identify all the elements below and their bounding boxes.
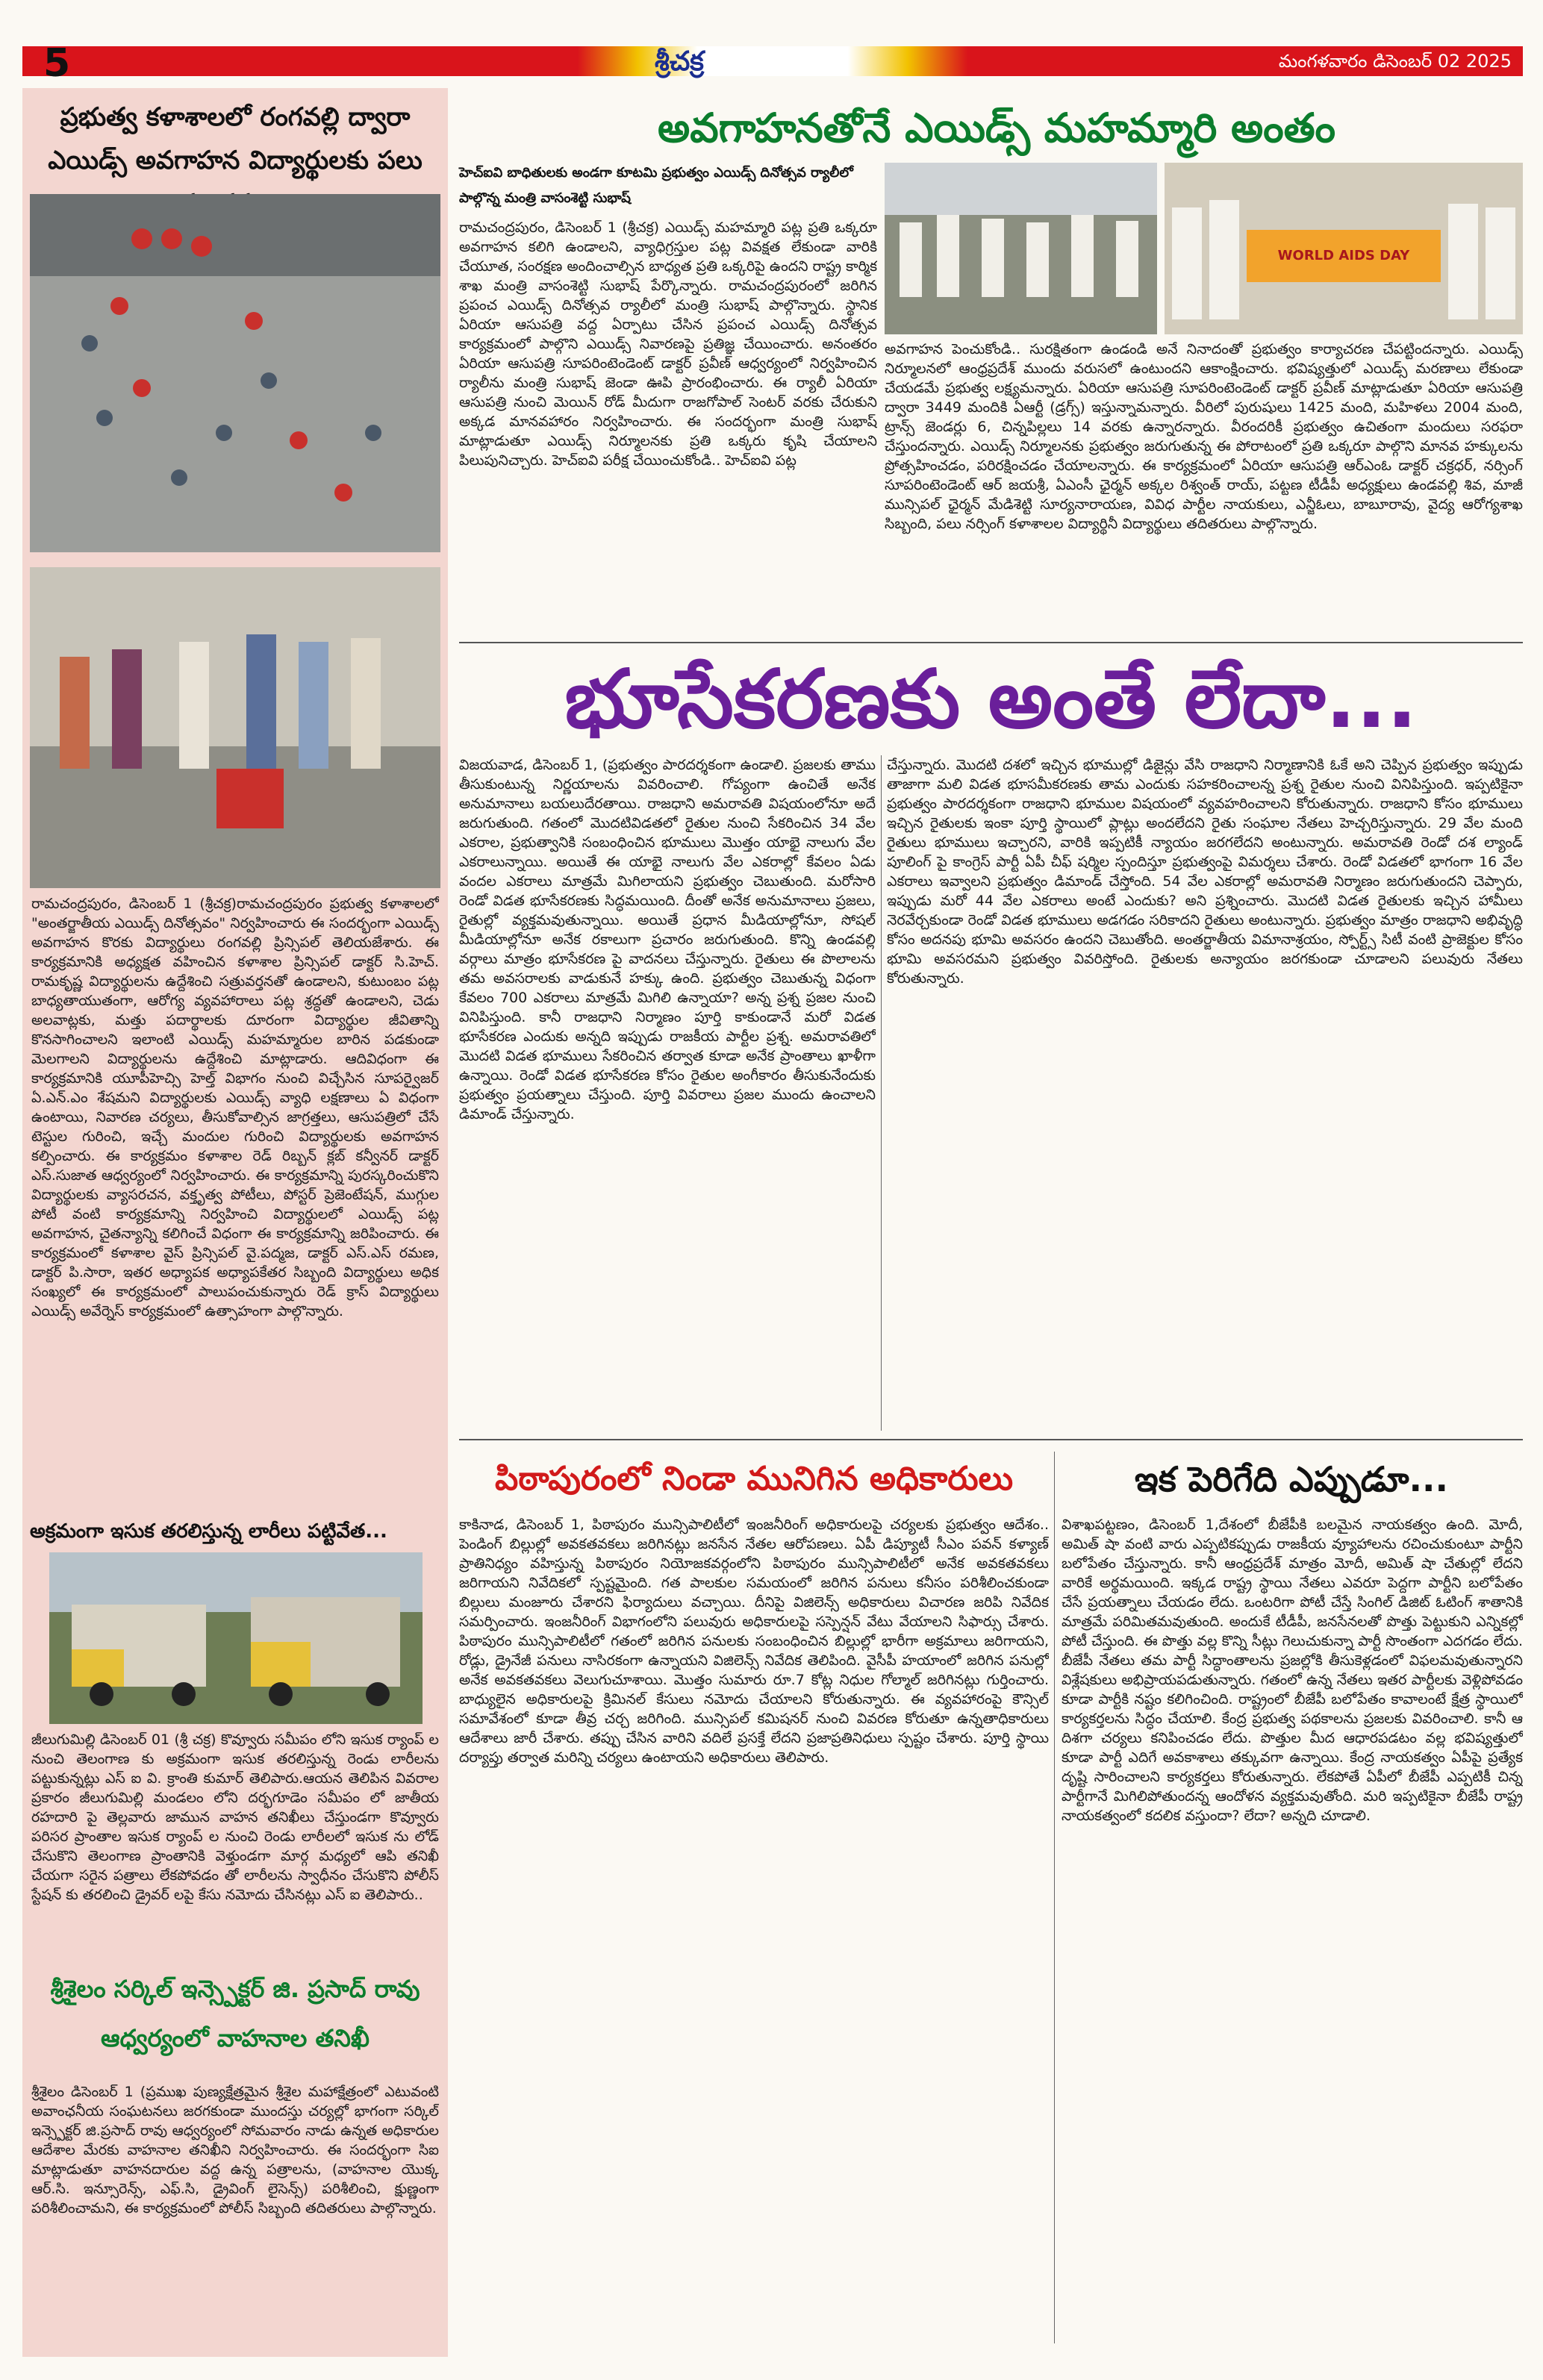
college-staff-photo bbox=[30, 567, 440, 888]
land-col-1: విజయవాడ, డిసెంబర్ 1, (ప్రభుత్వం పారదర్శకంగా ఉండాలి. ప్రజలకు తాము తీసుకుంటున్న నిర్ణయాలను వివరించాలి. గోప్యంగా ఉంచితే అనేక అనుమానాలు బయలుదేరతాయి. రాజధాని అమరావతి విషయంలోనూ అదే జరుగుతుంది. గతంలో మొదటివిడతలో రైతుల నుంచి సేకరించిన 34 వేల ఎకరాల, ప్రభుత్వానికి సంబంధించిన భూములు మొత్తం యాభై నాలుగు వేల ఎకరాలున్నాయి. అయితే ఈ యాభై నాలుగు వేల ఎకరాల్లో కేవలం ఏడు వందల ఎకరాలు మాత్రమే మిగిలాయని ప్రభుత్వం చెబుతుంది. మరోసారి రెండో విడత భూసేకరణకు సిద్ధమయింది. దీంతో అనేక అనుమానాలు ప్రజలు, రైతుల్లో వ్యక్తమవుతున్నాయి. అయితే ప్రధాన మీడియాల్లోనూ, సోషల్ మీడియాల్లోనూ అనేక రకాలుగా ప్రచారం జరుగుతుంది. కొన్ని ఉండవల్లి వర్గాలు మాత్రం భూసేకరణ పై వాదనలు చేస్తున్నారు. రైతులు ఈ పొలాలను తమ అవసరాలకు వాడుకునే హక్కు ఉంది. ప్రభుత్వం చెబుతున్న విధంగా కేవలం 700 ఎకరాలు మాత్రమే మిగిలి ఉన్నాయా? అన్న ప్రశ్న ప్రజల నుంచి వినిపిస్తుంది. కానీ రాజధాని నిర్మాణం పూర్తి కాకుండానే మరో విడత భూసేకరణ ఎందుకు అన్నది ఇప్పుడు రాజకీయ పార్టీల ప్రశ్న. అమరావతిలో మొదటి విడత భూములు సేకరించిన తర్వాత కూడా అనేక ప్రాంతాలు ఖాళీగా ఉన్నాయి. రెండో విడత భూసేకరణ కోసం రైతుల అంగీకారం తీసుకునేందుకు ప్రభుత్వం ప్రయత్నాలు చేస్తుంది. పూర్తి వివరాలు ప్రజల ముందు ఉంచాలని డిమాండ్ చేస్తున్నారు. bbox=[459, 757, 876, 1122]
land-headline: భూసేకరణకు అంతే లేదా... bbox=[564, 653, 1418, 746]
bottom-col-divider bbox=[1054, 1452, 1055, 2343]
left-bottom-headline-2: శ్రీశైలం సర్కిల్ ఇన్స్పెక్టర్ జి. ప్రసాద్ రావు ఆధ్వర్యంలో వాహనాల తనిఖీ bbox=[50, 1975, 420, 2052]
rule-aids-bottom bbox=[459, 642, 1523, 643]
aids-subhead: హెచ్ఐవి బాధితులకు అండగా కూటమి ప్రభుత్వం ఎయిడ్స్ దినోత్సవ ర్యాలీలో పాల్గొన్న మంత్రి వాసంశెట్టి సుభాష్ bbox=[459, 165, 853, 206]
aids-body-left: రామచంద్రపురం, డిసెంబర్ 1 (శ్రీచక్ర) ఎయిడ్స్ మహమ్మారి పట్ల ప్రతి ఒక్కరూ అవగాహన కలిగి ఉండాలని, వ్యాధిగ్రస్తుల పట్ల వివక్షత లేకుండా వారికి చేయూత, సంరక్షణ అందించాల్సిన బాధ్యత ప్రతి ఒక్కరిపై ఉందని రాష్ట్ర కార్మిక శాఖ మంత్రి వాసంశెట్టి సుభాష్ పేర్కొన్నారు. రామచంద్రపురంలో జరిగిన ప్రపంచ ఎయిడ్స్ దినోత్సవ ర్యాలీలో మంత్రి సుభాష్ పాల్గొన్నారు. స్థానిక ఏరియా ఆసుపత్రి వద్ద ఏర్పాటు చేసిన ప్రపంచ ఎయిడ్స్ దినోత్సవ కార్యక్రమంలో పాల్గొని ఎయిడ్స్ నివారణపై ప్రతిజ్ఞ చేయించారు. అనంతరం ఏరియా ఆసుపత్రి సూపరింటెండెంట్ డాక్టర్ ప్రవీణ్ ఆధ్వర్యంలో నిర్వహించిన ర్యాలీను మంత్రి సుభాష్ జెండా ఊపి ప్రారంభించారు. ఈ ర్యాలీ ఏరియా ఆసుపత్రి నుంచి మెయిన్ రోడ్ మీదుగా రాజగోపాల్ సెంటర్ వరకు చేరుకుని అక్కడ మానవహారం నిర్వహించారు. ఈ సందర్భంగా మంత్రి సుభాష్ మాట్లాడుతూ ఎయిడ్స్ నిర్మూలనకు ప్రతి ఒక్కరు కృషి చేయాలని పిలుపునిచ్చారు. హెచ్ఐవి పరీక్ష చేయించుకోండి.. హెచ్ఐవి పట్ల bbox=[459, 219, 877, 469]
aids-headline: అవగాహనతోనే ఎయిడ్స్ మహమ్మారి అంతం bbox=[658, 104, 1335, 152]
left-bottom-body-2: శ్రీశైలం డిసెంబర్ 1 (ప్రముఖ పుణ్యక్షేత్రమైన శ్రీశైల మహాక్షేత్రంలో ఎటువంటి అవాంఛనీయ సంఘటనలు జరగకుండా ముందస్తు చర్యల్లో భాగంగా సర్కిల్ ఇన్స్పెక్టర్ జి.ప్రసాద్ రావు ఆధ్వర్యంలో సోమవారం నాడు ఉన్నత అధికారుల ఆదేశాల మేరకు వాహనాల తనిఖీని నిర్వహించారు. ఈ సందర్భంగా సిఐ మాట్లాడుతూ వాహనదారుల వద్ద ఉన్న పత్రాలను, (వాహనాల యొక్క ఆర్.సి. ఇన్సూరెన్స్, ఎఫ్.సి, డ్రైవింగ్ లైసెన్స్) పరిశీలించి, క్షుణ్ణంగా పరిశీలించామని, ఈ కార్యక్రమంలో పోలీస్ సిబ్బంది తదితరులు పాల్గొన్నారు. bbox=[31, 2084, 439, 2217]
rally-banner-text: WORLD AIDS DAY bbox=[1277, 248, 1410, 263]
bjp-headline: ఇక పెరిగేది ఎప్పుడూ... bbox=[1135, 1459, 1448, 1499]
page-date: మంగళవారం డిసెంబర్ 02 2025 bbox=[1278, 51, 1512, 72]
lorries-photo bbox=[49, 1552, 423, 1724]
rally-photo-2 bbox=[1165, 163, 1523, 334]
aids-body-right: అవగాహన పెంచుకోండి.. సురక్షితంగా ఉండండి అనే నినాదంతో ప్రభుత్వం కార్యాచరణ చేపట్టిందన్నారు. ఎయిడ్స్ నిర్మూలనలో ఆంధ్రప్రదేశ్ ముందు వరుసలో ఉంటుందని ఆకాంక్షించారు. భవిష్యత్తులో ఎయిడ్స్ మరణాలు లేకుండా చేయడమే ప్రభుత్వ లక్ష్యమన్నారు. ఏరియా ఆసుపత్రి సూపరింటెండెంట్ డాక్టర్ ప్రవీణ్ మాట్లాడుతూ ఏరియా ఆసుపత్రి ద్వారా 3449 మందికి ఏఆర్టీ (డ్రగ్స్) ఇస్తున్నామన్నారు. వీరిలో పురుషులు 1425 మంది, మహిళలు 2004 మంది, ట్రాన్స్ జెండర్లు 6, చిన్నపిల్లలు 14 వరకు ఉన్నారన్నారు. వీరందరికీ ప్రభుత్వం ఉచితంగా మందులు సరఫరా చేస్తుందన్నారు. ఎయిడ్స్ నిర్మూలనకు ప్రభుత్వం జరుగుతున్న ఈ పోరాటంలో ప్రతి ఒక్కరూ పాల్గొని మానవ హక్కులను ప్రోత్సహించడం, పరిరక్షించడం చేయాలన్నారు. ఈ కార్యక్రమంలో ఏరియా ఆసుపత్రి ఆర్ఎంఓ డాక్టర్ చక్రధర్, నర్సింగ్ సూపరింటెండెంట్ ఆర్ జయశ్రీ, ఏఎంసీ ఛైర్మన్ అక్కల రిశ్వంత్ రాయ్, పట్టణ టీడీపీ అధ్యక్షులు ఉండవల్లి శివ, మాజీ మున్సిపల్ ఛైర్మన్ మేడిశెట్టి సూర్యనారాయణ, వివిధ పార్టీల నాయకులు, ఎన్జీఓలు, బాబూరావు, వైద్య ఆరోగ్యశాఖ సిబ్బంది, పలు నర్సింగ్ కళాశాలల విద్యార్థినీ విద్యార్థులు తదితరులు పాల్గొన్నారు. bbox=[885, 341, 1523, 532]
land-col-2: చేస్తున్నారు. మొదటి దశలో ఇచ్చిన భూముల్లో డిజైన్లు వేసి రాజధాని నిర్మాణానికి ఓకే అని చెప్పిన ప్రభుత్వం ఇప్పుడు తాజాగా మలి విడత భూసమీకరణకు తామ ఎందుకు సహకరించాలన్న ప్రశ్న రైతుల నుంచి వినిపిస్తుంది. ఇప్పటికైనా ప్రభుత్వం పారదర్శకంగా రాజధాని భూముల విషయంలో వ్యవహరించాలని కోరుతున్నారు. రాజధాని కోసం భూములు ఇచ్చిన రైతులకు ఇంకా పూర్తి స్థాయిలో ప్లాట్లు అందలేదని రైతు సంఘాల నేతలు హెచ్చరిస్తున్నారు. 29 వేల మంది రైతులు భూములు ఇచ్చారని, వారికి ఇప్పటికీ న్యాయం జరగలేదని అంటున్నారు. అమరావతి రెండో దశ ల్యాండ్ పూలింగ్ పై కాంగ్రెస్ పార్టీ ఏపీ చీఫ్ షర్మిల స్పందిస్తూ ప్రభుత్వంపై విమర్శలు చేశారు. రెండో విడతలో భాగంగా 16 వేల ఎకరాలు ఇవ్వాలని ప్రభుత్వం డిమాండ్ చేస్తోంది. 54 వేల ఎకరాల్లో అమరావతి నిర్మాణం జరుగుతుందని చెప్పారు, ఇప్పుడు మరో 44 వేల ఎకరాలు అంటే ఎందుకు? అని ప్రశ్నించారు. మొదటి విడత రైతులకు ఇచ్చిన హామీలు నెరవేర్చకుండా రెండో విడత భూములు అడగడం సరికాదని రైతులు అంటున్నారు. ప్రభుత్వం మాత్రం రాజధాని అభివృద్ధి కోసం అదనపు భూమి అవసరం ఉందని చెబుతోంది. అంతర్జాతీయ విమానాశ్రయం, స్పోర్ట్స్ సిటీ వంటి ప్రాజెక్టుల కోసం భూమి అవసరమని ప్రభుత్వం వివరిస్తోంది. రైతులకు అన్యాయం జరగకుండా చూడాలని పలువురు నేతలు కోరుతున్నారు. bbox=[887, 757, 1523, 987]
pithapuram-body: కాకినాడ, డిసెంబర్ 1, పిఠాపురం మున్సిపాలిటీలో ఇంజనీరింగ్ అధికారులపై చర్యలకు ప్రభుత్వం ఆదేశం.. పెండింగ్ బిల్లుల్లో అవకతవకలు జరిగినట్లు జనసేన నేతల ఆరోపణలు. ఏపీ డిప్యూటీ సీఎం పవన్ కళ్యాణ్ ప్రాతినిధ్యం వహిస్తున్న పిఠాపురం నియోజకవర్గంలోని పిఠాపురం మున్సిపాలిటీలో అనేక అవకతవకలు జరిగాయని నివేదికలో స్పష్టమైంది. గత పాలకుల సమయంలో జరిగిన పనులు కనీసం పరిశీలించకుండా బిల్లులు మంజూరు చేశారని ఫిర్యాదులు వచ్చాయి. దీనిపై విజిలెన్స్ అధికారులు విచారణ జరిపి నివేదిక సమర్పించారు. ఇంజనీరింగ్ విభాగంలోని పలువురు అధికారులపై సస్పెన్షన్ వేటు వేయాలని సిఫార్సు చేశారు. పిఠాపురం మున్సిపాలిటీలో గతంలో జరిగిన పనులకు సంబంధించిన బిల్లుల్లో భారీగా అక్రమాలు జరిగాయని, రోడ్లు, డ్రైనేజీ పనులు నాసిరకంగా ఉన్నాయని విజిలెన్స్ నివేదిక తెలిపింది. వైసీపీ హయాంలో జరిగిన పనుల్లో అనేక అవకతవకలు వెలుగుచూశాయి. మొత్తం సుమారు రూ.7 కోట్ల నిధుల గోల్మాల్ జరిగినట్లు గుర్తించారు. బాధ్యులైన అధికారులపై క్రిమినల్ కేసులు నమోదు చేయాలని కోరుతున్నారు. ఈ వ్యవహారంపై కౌన్సిల్ సమావేశంలో కూడా తీవ్ర చర్చ జరిగింది. మున్సిపల్ కమిషనర్ నుంచి వివరణ కోరుతూ ఉన్నతాధికారులు ఆదేశాలు జారీ చేశారు. తప్పు చేసిన వారిని వదిలే ప్రసక్తే లేదని ప్రజాప్రతినిధులు స్పష్టం చేశారు. పూర్తి స్థాయి దర్యాప్తు తర్వాత మరిన్ని చర్యలు ఉంటాయని అధికారులు తెలిపారు. bbox=[459, 1517, 1049, 1766]
page-number: 5 bbox=[43, 41, 71, 86]
left-bottom-headline: అక్రమంగా ఇసుక తరలిస్తున్న లారీలు పట్టివేత... bbox=[30, 1520, 387, 1543]
logo: శ్రీచక్ర bbox=[655, 46, 704, 77]
rule-land-bottom bbox=[459, 1439, 1523, 1440]
rangoli-photo bbox=[30, 194, 440, 552]
left-top-headline: ప్రభుత్వ కళాశాలలో రంగవల్లి ద్వారా ఎయిడ్స్ అవగాహన విద్యార్థులకు పలు bbox=[48, 102, 423, 175]
land-col-divider bbox=[881, 755, 882, 1431]
left-bottom-body: జీలుగుమిల్లి డిసెంబర్ 01 (శ్రీ చక్ర) కొవ్వూరు సమీపం లోని ఇసుక ర్యాంప్ ల నుంచి తెలంగాణ కు అక్రమంగా ఇసుక తరలిస్తున్న రెండు లారీలను పట్టుకున్నట్లు ఎస్ ఐ వి. క్రాంతి కుమార్ తెలిపారు.ఆయన తెలిపిన వివరాల ప్రకారం జీలుగుమిల్లి మండలం లోని దర్భగూడెం సమీపం లో జాతీయ రహదారి పై తెల్లవారు జామున వాహన తనిఖీలు చేస్తుండగా కొవ్వూరు పరిసర ప్రాంతాల ఇసుక ర్యాంప్ ల నుంచి రెండు లారీలలో ఇసుక ను లోడ్ చేసుకొని తెలంగాణ ప్రాంతానికి వెళ్తుండగా మార్గ మధ్యలో ఆపి తనిఖీ చేయగా సరైన పత్రాలు లేకపోవడం తో లారీలను స్వాధీనం చేసుకొని పోలీస్ స్టేషన్ కు తరలించి డ్రైవర్ లపై కేసు నమోదు చేసినట్లు ఎస్ ఐ తెలిపారు.. bbox=[31, 1731, 439, 1903]
rally-photo-1 bbox=[885, 163, 1157, 334]
left-top-body: రామచంద్రపురం, డిసెంబర్ 1 (శ్రీచక్ర)రామచంద్రపురం ప్రభుత్వ కళాశాలలో "అంతర్జాతీయ ఎయిడ్స్ దినోత్సవం" నిర్వహించారు ఈ సందర్భంగా ఎయిడ్స్ అవగాహన కొరకు విద్యార్థులు రంగవల్లి ప్రిన్సిపల్ తెలియజేశారు. ఈ కార్యక్రమానికి అధ్యక్షత వహించిన కళాశాల ప్రిన్సిపల్ డాక్టర్ సి.హెచ్. రామకృష్ణ విద్యార్థులను ఉద్దేశించి సత్రువర్తనతో ఉండాలని, కుటుంబం పట్ల బాధ్యతాయుతంగా, ఆరోగ్య వ్యవహారాలు పట్ల శ్రద్ధతో ఉండాలని, చెడు అలవాట్లకు, మత్తు పదార్థాలకు దూరంగా విద్యార్థుల జీవితాన్ని కొనసాగించాలని ఇలాంటి ఎయిడ్స్ మహమ్మారుల బారిన పడకుండా మెలగాలని విద్యార్థులను ఉద్దేశించి మాట్లాడారు. ఆదివిధంగా ఈ కార్యక్రమానికి యూపీహెచ్సి హెల్త్ విభాగం నుంచి విచ్చేసిన సూపర్వైజర్ ఏ.ఎన్.ఎం శేషమని విద్యార్థులకు ఎయిడ్స్ వ్యాధి లక్షణాలు ఏ విధంగా ఉంటాయి, నివారణ చర్యలు, తీసుకోవాల్సిన జాగ్రత్తలు, ఆసుపత్రిలో చేసే టెస్టుల గురించి, ఇచ్చే మందుల గురించి విద్యార్థులకు అవగాహన కల్పించారు. ఈ కార్యక్రమం కళాశాల రెడ్ రిబ్బన్ క్లబ్ కన్వీనర్ డాక్టర్ ఎస్.సుజాత ఆధ్వర్యంలో నిర్వహించారు. ఈ కార్యక్రమాన్ని పురస్కరించుకొని విద్యార్థులకు వ్యాసరచన, వక్తృత్వ పోటీలు, పోస్టర్ ప్రెజెంటేషన్, ముగ్గుల పోటీ వంటి కార్యక్రమాన్ని నిర్వహించి విద్యార్థులలో ఎయిడ్స్ పట్ల అవగాహన, చైతన్యాన్ని కలిగించే విధంగా ఈ కార్యక్రమాన్ని జరిపించారు. ఈ కార్యక్రమంలో కళాశాల వైస్ ప్రిన్సిపల్ వై.పద్మజ, డాక్టర్ ఎస్.ఎస్ రమణ, డాక్టర్ పి.సారా, ఇతర అధ్యాపక అధ్యాపకేతర సిబ్బంది విద్యార్థులు అధిక సంఖ్యలో ఈ కార్యక్రమంలో పాలుపంచుకున్నారు రెడ్ క్రాస్ విద్యార్థులు ఎయిడ్స్ అవేర్నెస్ కార్యక్రమంలో ఉత్సాహంగా పాల్గొన్నారు. bbox=[31, 896, 439, 1319]
bjp-body: విశాఖపట్టణం, డిసెంబర్ 1,దేశంలో బీజేపీకి బలమైన నాయకత్వం ఉంది. మోదీ, అమిత్ షా వంటి వారు ఎప్పటికప్పుడు రాజకీయ వ్యూహాలను రచించుకుంటూ పార్టీని బలోపేతం చేస్తున్నారు. కానీ ఆంధ్రప్రదేశ్ మాత్రం మోదీ, అమిత్ షా చేతుల్లో లేదని వారికే అర్థమయింది. ఇక్కడ రాష్ట్ర స్థాయి నేతలు ఎవరూ పెద్దగా పార్టీని బలోపేతం చేసే ప్రయత్నాలు చేయడం లేదు. ఒంటరిగా పోటీ చేస్తే సింగిల్ డిజిట్ ఓటింగ్ శాతానికి మాత్రమే పరిమితమవుతుంది. అందుకే టీడీపీ, జనసేనలతో పొత్తు పెట్టుకుని ఎన్నికల్లో పోటీ చేస్తుంది. ఈ పొత్తు వల్ల కొన్ని సీట్లు గెలుచుకున్నా పార్టీ సొంతంగా ఎదగడం లేదు. బీజేపీ నేతలు తమ పార్టీ సిద్ధాంతాలను ప్రజల్లోకి తీసుకెళ్లడంలో విఫలమవుతున్నారని విశ్లేషకులు అభిప్రాయపడుతున్నారు. గతంలో ఉన్న నేతలు ఇతర పార్టీలకు వెళ్లిపోవడం కూడా పార్టీకి నష్టం కలిగించింది. రాష్ట్రంలో బీజేపీ బలోపేతం కావాలంటే క్షేత్ర స్థాయిలో కార్యకర్తలను సిద్ధం చేయాలి. కేంద్ర ప్రభుత్వ పథకాలను ప్రజలకు వివరించాలి. కానీ ఆ దిశగా చర్యలు కనిపించడం లేదు. పొత్తుల మీద ఆధారపడటం వల్ల భవిష్యత్తులో కూడా పార్టీ ఎదిగే అవకాశాలు తక్కువగా ఉన్నాయి. కేంద్ర నాయకత్వం ఏపీపై ప్రత్యేక దృష్టి సారించాలని కార్యకర్తలు కోరుతున్నారు. లేకపోతే ఏపీలో బీజేపీ ఎప్పటికీ చిన్న పార్టీగానే మిగిలిపోతుందన్న ఆందోళన వ్యక్తమవుతోంది. మరి ఇప్పటికైనా బీజేపీ రాష్ట్ర నాయకత్వంలో కదలిక వస్తుందా? లేదా? అన్నది చూడాలి. bbox=[1062, 1517, 1523, 1824]
pithapuram-headline: పిఠాపురంలో నిండా మునిగిన అధికారులు bbox=[494, 1460, 1014, 1498]
